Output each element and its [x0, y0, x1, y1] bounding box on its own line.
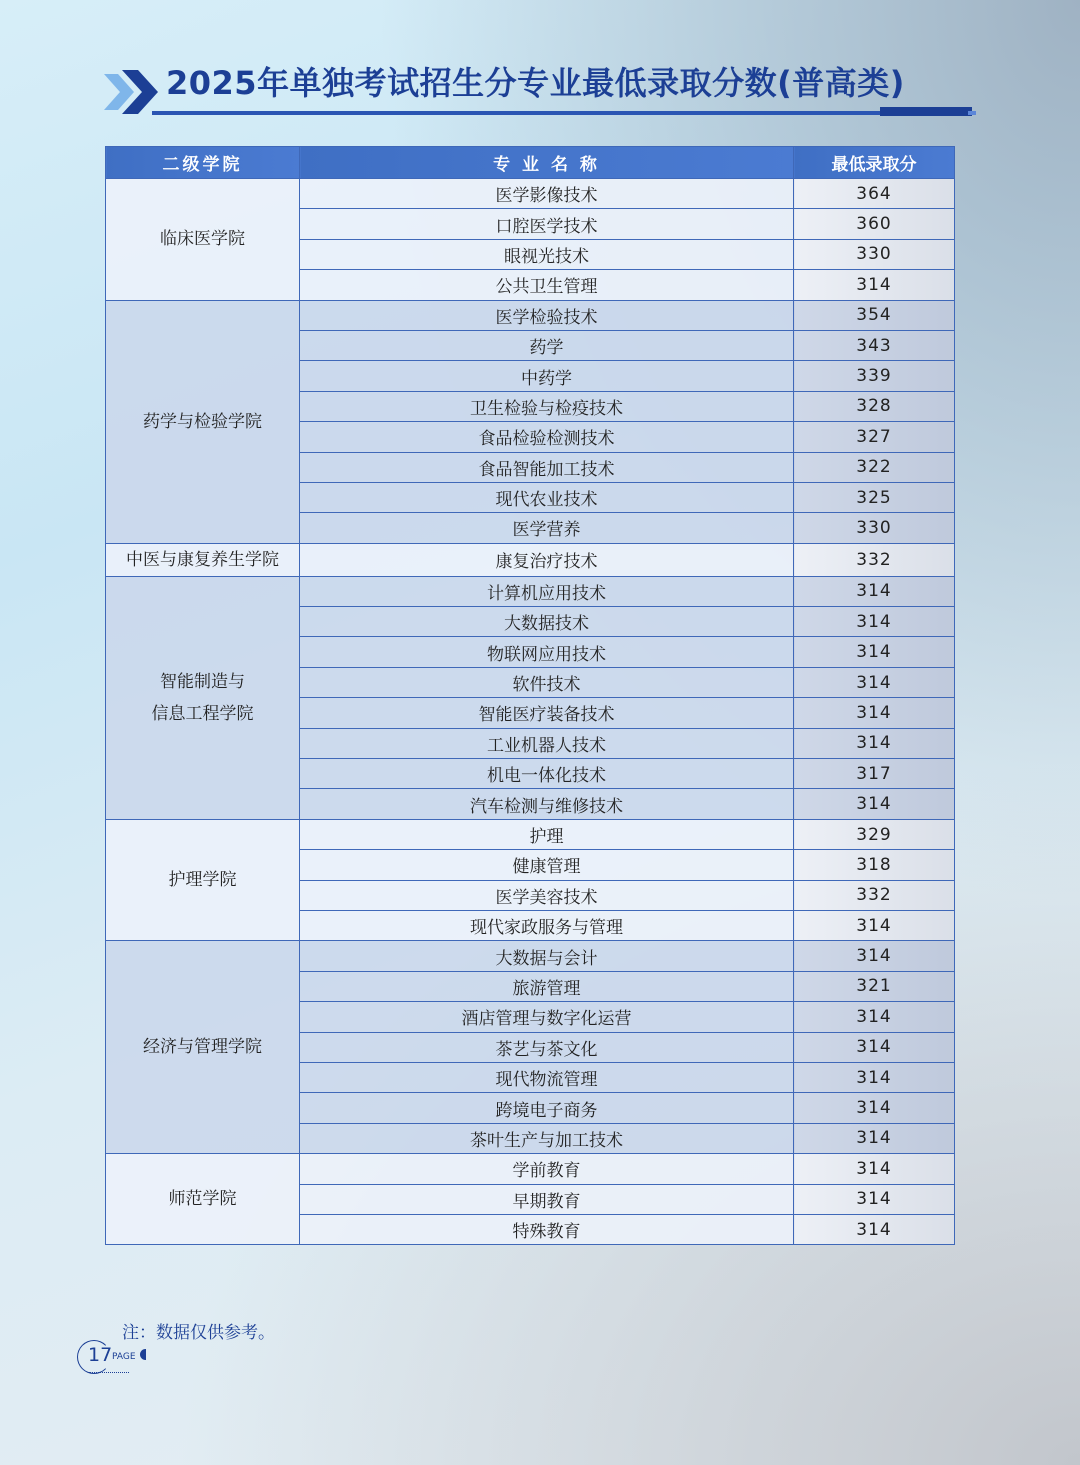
major-cell: 现代家政服务与管理: [300, 910, 794, 940]
score-cell: 330: [794, 513, 955, 543]
college-cell: [106, 576, 300, 819]
score-cell: 314: [794, 1032, 955, 1062]
score-cell: 329: [794, 819, 955, 849]
table-row: [106, 300, 955, 330]
score-cell: 314: [794, 1002, 955, 1032]
major-cell: 茶艺与茶文化: [300, 1032, 794, 1062]
score-cell: 330: [794, 239, 955, 269]
score-cell: 314: [794, 1093, 955, 1123]
college-cell: 药学与检验学院: [106, 300, 300, 543]
score-cell: 332: [794, 880, 955, 910]
table-row: [106, 941, 955, 971]
score-cell: 314: [794, 941, 955, 971]
major-cell: 眼视光技术: [300, 239, 794, 269]
score-cell: 360: [794, 209, 955, 239]
score-cell: 318: [794, 850, 955, 880]
dotted-underline: [89, 1372, 129, 1373]
table-row: [106, 1154, 955, 1184]
score-cell: 321: [794, 971, 955, 1001]
major-cell: 机电一体化技术: [300, 759, 794, 789]
title-underline: [152, 111, 972, 115]
half-circle-icon: [140, 1349, 146, 1360]
college-name-line2: 信息工程学院: [151, 703, 254, 724]
college-name-line1: 智能制造与: [160, 671, 245, 692]
table-row: [106, 543, 955, 576]
major-cell: 医学影像技术: [300, 179, 794, 209]
score-cell: 314: [794, 789, 955, 819]
score-cell: 314: [794, 637, 955, 667]
page-number: 17: [88, 1344, 113, 1366]
major-cell: 大数据与会计: [300, 941, 794, 971]
college-cell: 中医与康复养生学院: [106, 543, 300, 576]
major-cell: 健康管理: [300, 850, 794, 880]
score-cell: 328: [794, 391, 955, 421]
score-cell: 314: [794, 698, 955, 728]
table-header-row: [106, 147, 955, 179]
score-cell: 322: [794, 452, 955, 482]
page-title: 2025年单独考试招生分专业最低录取分数(普高类): [166, 64, 905, 102]
major-cell: 汽车检测与维修技术: [300, 789, 794, 819]
major-cell: 早期教育: [300, 1184, 794, 1214]
major-cell: 医学营养: [300, 513, 794, 543]
score-cell: 314: [794, 270, 955, 300]
major-cell: 食品检验检测技术: [300, 422, 794, 452]
major-cell: 现代物流管理: [300, 1062, 794, 1092]
page-header: [0, 0, 1080, 130]
major-cell: 医学检验技术: [300, 300, 794, 330]
score-cell: 327: [794, 422, 955, 452]
header-major: 专 业 名 称: [300, 147, 794, 179]
footnote: 注：数据仅供参考。: [122, 1323, 275, 1343]
major-cell: 计算机应用技术: [300, 576, 794, 606]
major-cell: 学前教育: [300, 1154, 794, 1184]
major-cell: 口腔医学技术: [300, 209, 794, 239]
table-row: [106, 576, 955, 606]
score-cell: 325: [794, 482, 955, 512]
page-label: PAGE: [112, 1352, 136, 1362]
major-cell: 智能医疗装备技术: [300, 698, 794, 728]
major-cell: 公共卫生管理: [300, 270, 794, 300]
major-cell: 大数据技术: [300, 607, 794, 637]
college-cell: 护理学院: [106, 819, 300, 941]
major-cell: 药学: [300, 330, 794, 360]
table-row: [106, 179, 955, 209]
score-cell: 314: [794, 728, 955, 758]
college-cell: 经济与管理学院: [106, 941, 300, 1154]
score-cell: 339: [794, 361, 955, 391]
title-underline-cap: [968, 111, 976, 115]
score-cell: 314: [794, 1214, 955, 1244]
score-cell: 364: [794, 179, 955, 209]
table-row: [106, 819, 955, 849]
score-cell: 343: [794, 330, 955, 360]
score-cell: 354: [794, 300, 955, 330]
major-cell: 酒店管理与数字化运营: [300, 1002, 794, 1032]
major-cell: 旅游管理: [300, 971, 794, 1001]
major-cell: 现代农业技术: [300, 482, 794, 512]
score-cell: 314: [794, 576, 955, 606]
score-cell: 314: [794, 667, 955, 697]
major-cell: 康复治疗技术: [300, 543, 794, 576]
header-score: 最低录取分: [794, 147, 955, 179]
title-underline-accent: [880, 107, 972, 116]
score-cell: 314: [794, 607, 955, 637]
score-cell: 332: [794, 543, 955, 576]
score-cell: 317: [794, 759, 955, 789]
major-cell: 医学美容技术: [300, 880, 794, 910]
major-cell: 中药学: [300, 361, 794, 391]
major-cell: 物联网应用技术: [300, 637, 794, 667]
college-cell: 临床医学院: [106, 179, 300, 301]
header-college: 二级学院: [106, 147, 300, 179]
admission-score-table: [105, 146, 955, 1245]
major-cell: 食品智能加工技术: [300, 452, 794, 482]
major-cell: 软件技术: [300, 667, 794, 697]
score-cell: 314: [794, 1184, 955, 1214]
score-cell: 314: [794, 1123, 955, 1153]
major-cell: 卫生检验与检疫技术: [300, 391, 794, 421]
major-cell: 特殊教育: [300, 1214, 794, 1244]
major-cell: 工业机器人技术: [300, 728, 794, 758]
double-chevron-icon: [100, 66, 160, 118]
college-cell: 师范学院: [106, 1154, 300, 1245]
score-cell: 314: [794, 1062, 955, 1092]
score-cell: 314: [794, 1154, 955, 1184]
major-cell: 跨境电子商务: [300, 1093, 794, 1123]
major-cell: 护理: [300, 819, 794, 849]
major-cell: 茶叶生产与加工技术: [300, 1123, 794, 1153]
score-cell: 314: [794, 910, 955, 940]
page-number-badge: [77, 1338, 157, 1376]
